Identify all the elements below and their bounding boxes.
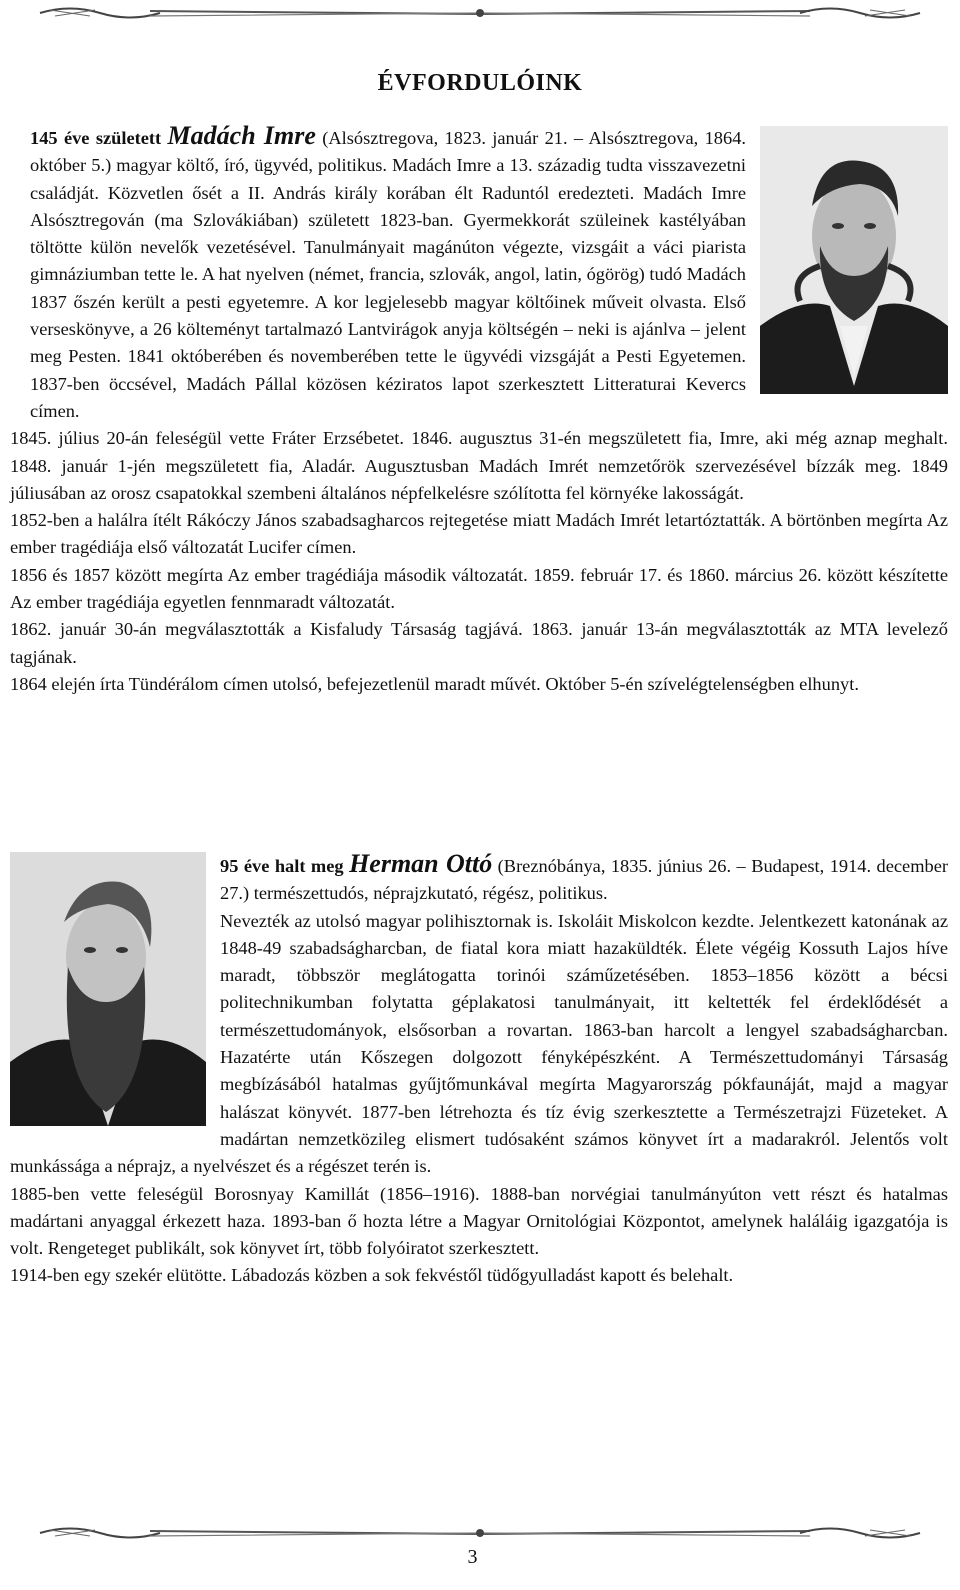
herman-lead-prefix: 95 éve halt meg — [220, 856, 350, 876]
herman-portrait-image — [10, 852, 206, 1126]
madach-paragraph-2: 1845. július 20-án feleségül vette Fráter Erzsébetet. 1846. augusztus 31-én megszületett fia, Imre, aki még aznap meghalt. 1848. január 1-jén megszületett fia, Aladár. Augusztusban Madách Imrét nemzetőrök szervezésével bízzák meg. 1849 júliusában az orosz csapatokkal szembeni általános népfelkelésre szólította fel környéke lakosságát. — [10, 428, 948, 503]
bottom-ornament-divider — [30, 1522, 930, 1544]
page-number: 3 — [467, 1546, 478, 1568]
page-title: ÉVFORDULÓINK — [377, 70, 583, 96]
article-herman-otto — [10, 850, 948, 1290]
top-ornament-divider — [30, 2, 930, 24]
madach-paragraph-4: 1856 és 1857 között megírta Az ember tragédiája második változatát. 1859. február 17. és 1860. március 26. között készítette Az ember tragédiája egyetlen fennmaradt változatát. — [10, 564, 948, 613]
herman-paragraph-4: 1914-ben egy szekér elütötte. Lábadozás közben a sok fekvéstől tüdőgyulladást kapott és belehalt. — [10, 1265, 734, 1286]
madach-portrait-image — [760, 126, 948, 394]
article-madach-imre — [10, 122, 948, 698]
herman-paragraph-2: Nevezték az utolsó magyar polihisztornak is. Iskoláit Miskolcon kezdte. Jelentkezett katonának az 1848-49 szabadságharcban, de fiatal kora miatt hazaküldték. Élete végéig Kossuth Lajos híve maradt, többször meglátogatta torinói száműzetésében. 1853–1856 között a bécsi politechnikumban folytatta géplakatosi tanulmányait, itt keltették fel érdeklődését a természettudományok, elsősorban a rovartan. 1863-ban harcolt a lengyel szabadságharcban. Hazatérte után Kőszegen dolgozott fényképészként. A Természettudományi Társaság megbízásából hatalmas gyűjtőmunkával megírta Magyarország pókfaunáját, majd a magyar halászat könyvét. 1877-ben létrehozta és tíz évig szerkesztette a Természetrajzi Füzeteket. A madártan nemzetközileg elismert tudósaként számos könyvet írt a madarakról. Jelentős volt munkássága a néprajz, a nyelvészet és a régészet terén is. — [10, 910, 948, 1177]
herman-name: Herman Ottó — [349, 849, 493, 878]
madach-paragraph-1: (Alsósztregova, 1823. január 21. – Alsósztregova, 1864. október 5.) magyar költő, író, ügyvéd, politikus. Madách Imre a 13. századig tudta visszavezetni családját. Közvetlen ősét a II. András király korában élt Raduntól eredezteti. Madách Imre Alsósztregován (ma Szlovákiában) született 1823-ban. Gyermekkorát szüleinek kastélyában töltötte külön nevelők vezetésével. Tanulmányait magánúton végezte, vizsgáit a váci piarista gimnáziumban tette le. A hat nyelven (német, francia, szlovák, angol, latin, ógörög) tudó Madách 1837 őszén került a pesti egyetemre. A kor legjelesebb magyar költőinek műveit olvasta. Első verseskönyve, a 26 költeményt tartalmazó Lantvirágok anyja költségén – neki is ajánlva – jelent meg Pesten. 1841 októberében és novemberében tette le ügyvédi vizsgáját a Pesti Egyetemen. 1837-ben öccsével, Madách Pállal közösen kéziratos lapot szerkesztett Litteraturai Kevercs címen. — [30, 128, 746, 421]
madach-lead-prefix: 145 éve született — [30, 128, 168, 148]
herman-paragraph-3: 1885-ben vette feleségül Borosnyay Kamillát (1856–1916). 1888-ban norvégiai tanulmányúton vett részt és hatalmas madártani anyaggal érkezett haza. 1893-ban ő hozta létre a Magyar Ornitológiai Központot, amelynek haláláig igazgatója is volt. Rengeteget publikált, sok könyvet írt, több folyóiratot szerkesztett. — [10, 1183, 948, 1259]
madach-paragraph-6: 1864 elején írta Tündérálom címen utolsó, befejezetlenül maradt művét. Október 5-én szívelégtelenségben elhunyt. — [10, 673, 859, 694]
madach-paragraph-5: 1862. január 30-án megválasztották a Kisfaludy Társaság tagjává. 1863. január 13-án megválasztották az MTA levelező tagjának. — [10, 619, 948, 667]
madach-paragraph-3: 1852-ben a halálra ítélt Rákóczy János szabadsagharcos rejtegetése miatt Madách Imrét letartóztatták. A börtönben megírta Az ember tragédiája első változatát Lucifer címen. — [10, 510, 948, 558]
madach-name: Madách Imre — [167, 121, 316, 150]
herman-paragraph-1: (Breznóbánya, 1835. június 26. – Budapest, 1914. december 27.) természettudós, néprajzkutató, régész, politikus. — [220, 856, 949, 904]
